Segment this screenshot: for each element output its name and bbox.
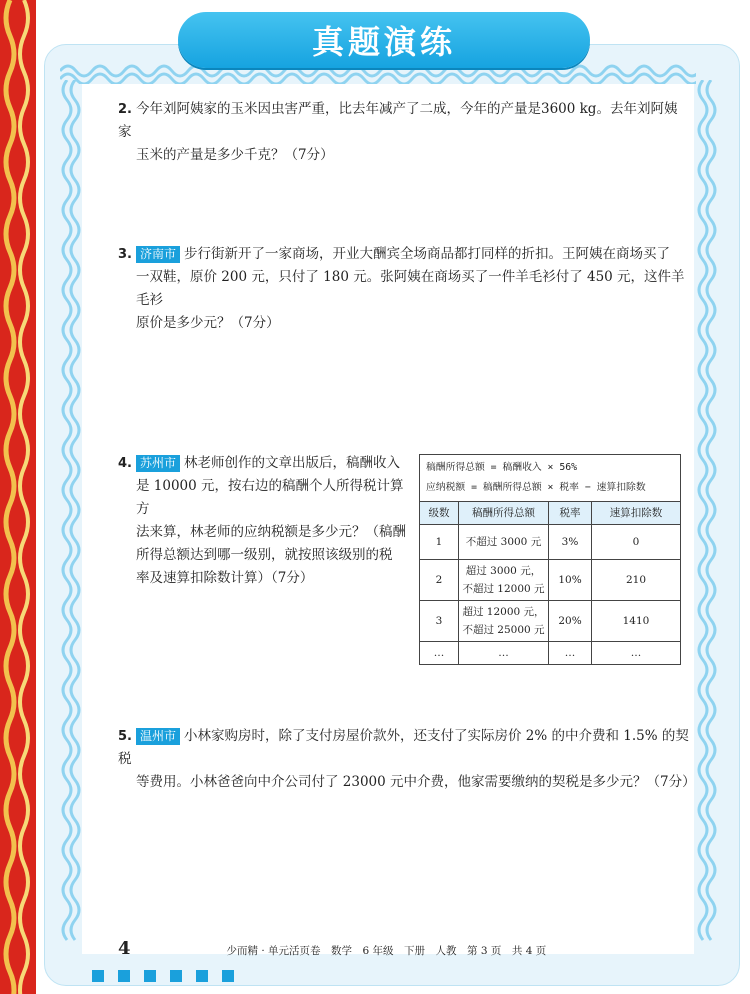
region-tag: 苏州市 [136, 455, 180, 472]
table-header-row [420, 502, 680, 525]
table-cell: … [549, 642, 592, 665]
table-row [420, 601, 680, 642]
table-cell: 2 [420, 560, 459, 601]
question-2 [118, 98, 690, 167]
table-header-cell: 稿酬所得总额 [459, 502, 549, 525]
question-text-line: 步行街新开了一家商场，开业大酬宾全场商品都打同样的折扣。王阿姨在商场买了 [184, 246, 670, 262]
table-cell-line: 不超过 12000 元 [462, 583, 545, 595]
table-cell-line: 不超过 25000 元 [462, 624, 545, 636]
question-number: 4. [118, 456, 132, 471]
question-text-line: 等费用。小林爸爸向中介公司付了 23000 元中介费，他家需要缴纳的契税是多少元？（7分） [136, 774, 696, 790]
table-cell: 0 [592, 525, 681, 560]
question-text-line: 小林家购房时，除了支付房屋价款外，还支付了实际房价 2% 的中介费和 1.5% 的契税 [118, 728, 689, 767]
table-cell: … [420, 642, 459, 665]
table-cell: 3% [549, 525, 592, 560]
question-text-line: 一双鞋，原价 200 元，只付了 180 元。张阿姨在商场买了一件羊毛衫付了 450 元，这件羊毛衫 [136, 269, 685, 308]
formula-line: 应纳税额 = 稿酬所得总额 × 税率 − 速算扣除数 [426, 482, 646, 493]
table-cell: 3 [420, 601, 459, 642]
table-row [420, 525, 680, 560]
table-cell: 20% [549, 601, 592, 642]
question-4 [118, 452, 408, 590]
question-text-line: 所得总额达到哪一级别，就按照该级别的税 [136, 547, 393, 563]
region-tag: 温州市 [136, 728, 180, 745]
table-header-cell: 税率 [549, 502, 592, 525]
question-text-line: 林老师创作的文章出版后，稿酬收入 [184, 455, 400, 471]
table-cell: 1410 [592, 601, 681, 642]
table-cell: 10% [549, 560, 592, 601]
table-row [420, 560, 680, 601]
table-cell-line: 超过 3000 元， [465, 565, 542, 577]
decorative-ribbon-strip [0, 0, 36, 994]
question-number: 3. [118, 247, 132, 262]
question-5 [118, 725, 696, 794]
tax-rate-table [419, 454, 681, 665]
question-number: 2. [118, 102, 132, 117]
bottom-decoration [92, 968, 292, 984]
table-cell: 不超过 3000 元 [459, 525, 549, 560]
table-cell: 210 [592, 560, 681, 601]
footer-text: 少而精 · 单元活页卷 数学 6 年级 下册 人教 第 3 页 共 4 页 [226, 945, 547, 957]
question-text-line: 法来算，林老师的应纳税额是多少元？（稿酬 [136, 524, 406, 540]
page-number: 4 [118, 938, 131, 959]
table-header-cell: 速算扣除数 [592, 502, 681, 525]
question-3 [118, 243, 690, 335]
section-title [178, 12, 590, 68]
question-number: 5. [118, 729, 132, 744]
wave-border-left [60, 80, 82, 950]
table-cell [459, 601, 549, 642]
section-title-text: 真题演练 [311, 23, 456, 61]
table-cell: … [592, 642, 681, 665]
question-text-line: 率及速算扣除数计算）（7分） [136, 570, 314, 586]
question-text-line: 今年刘阿姨家的玉米因虫害严重，比去年减产了二成，今年的产量是3600 kg。去年刘阿姨家 [118, 101, 678, 140]
question-text-line: 原价是多少元？（7分） [136, 315, 280, 331]
table-cell [459, 560, 549, 601]
region-tag: 济南市 [136, 246, 180, 263]
formula-line: 稿酬所得总额 = 稿酬收入 × 56% [426, 462, 578, 473]
table-row [420, 642, 680, 665]
table-cell: 1 [420, 525, 459, 560]
wave-border-right [696, 80, 718, 950]
table-formulas [420, 455, 680, 502]
table-header-cell: 级数 [420, 502, 459, 525]
table-cell-line: 超过 12000 元， [462, 606, 545, 618]
question-text-line: 是 10000 元，按右边的稿酬个人所得税计算方 [136, 478, 404, 517]
question-text-line: 玉米的产量是多少千克？（7分） [136, 147, 334, 163]
page-footer [118, 938, 678, 959]
table-cell: … [459, 642, 549, 665]
